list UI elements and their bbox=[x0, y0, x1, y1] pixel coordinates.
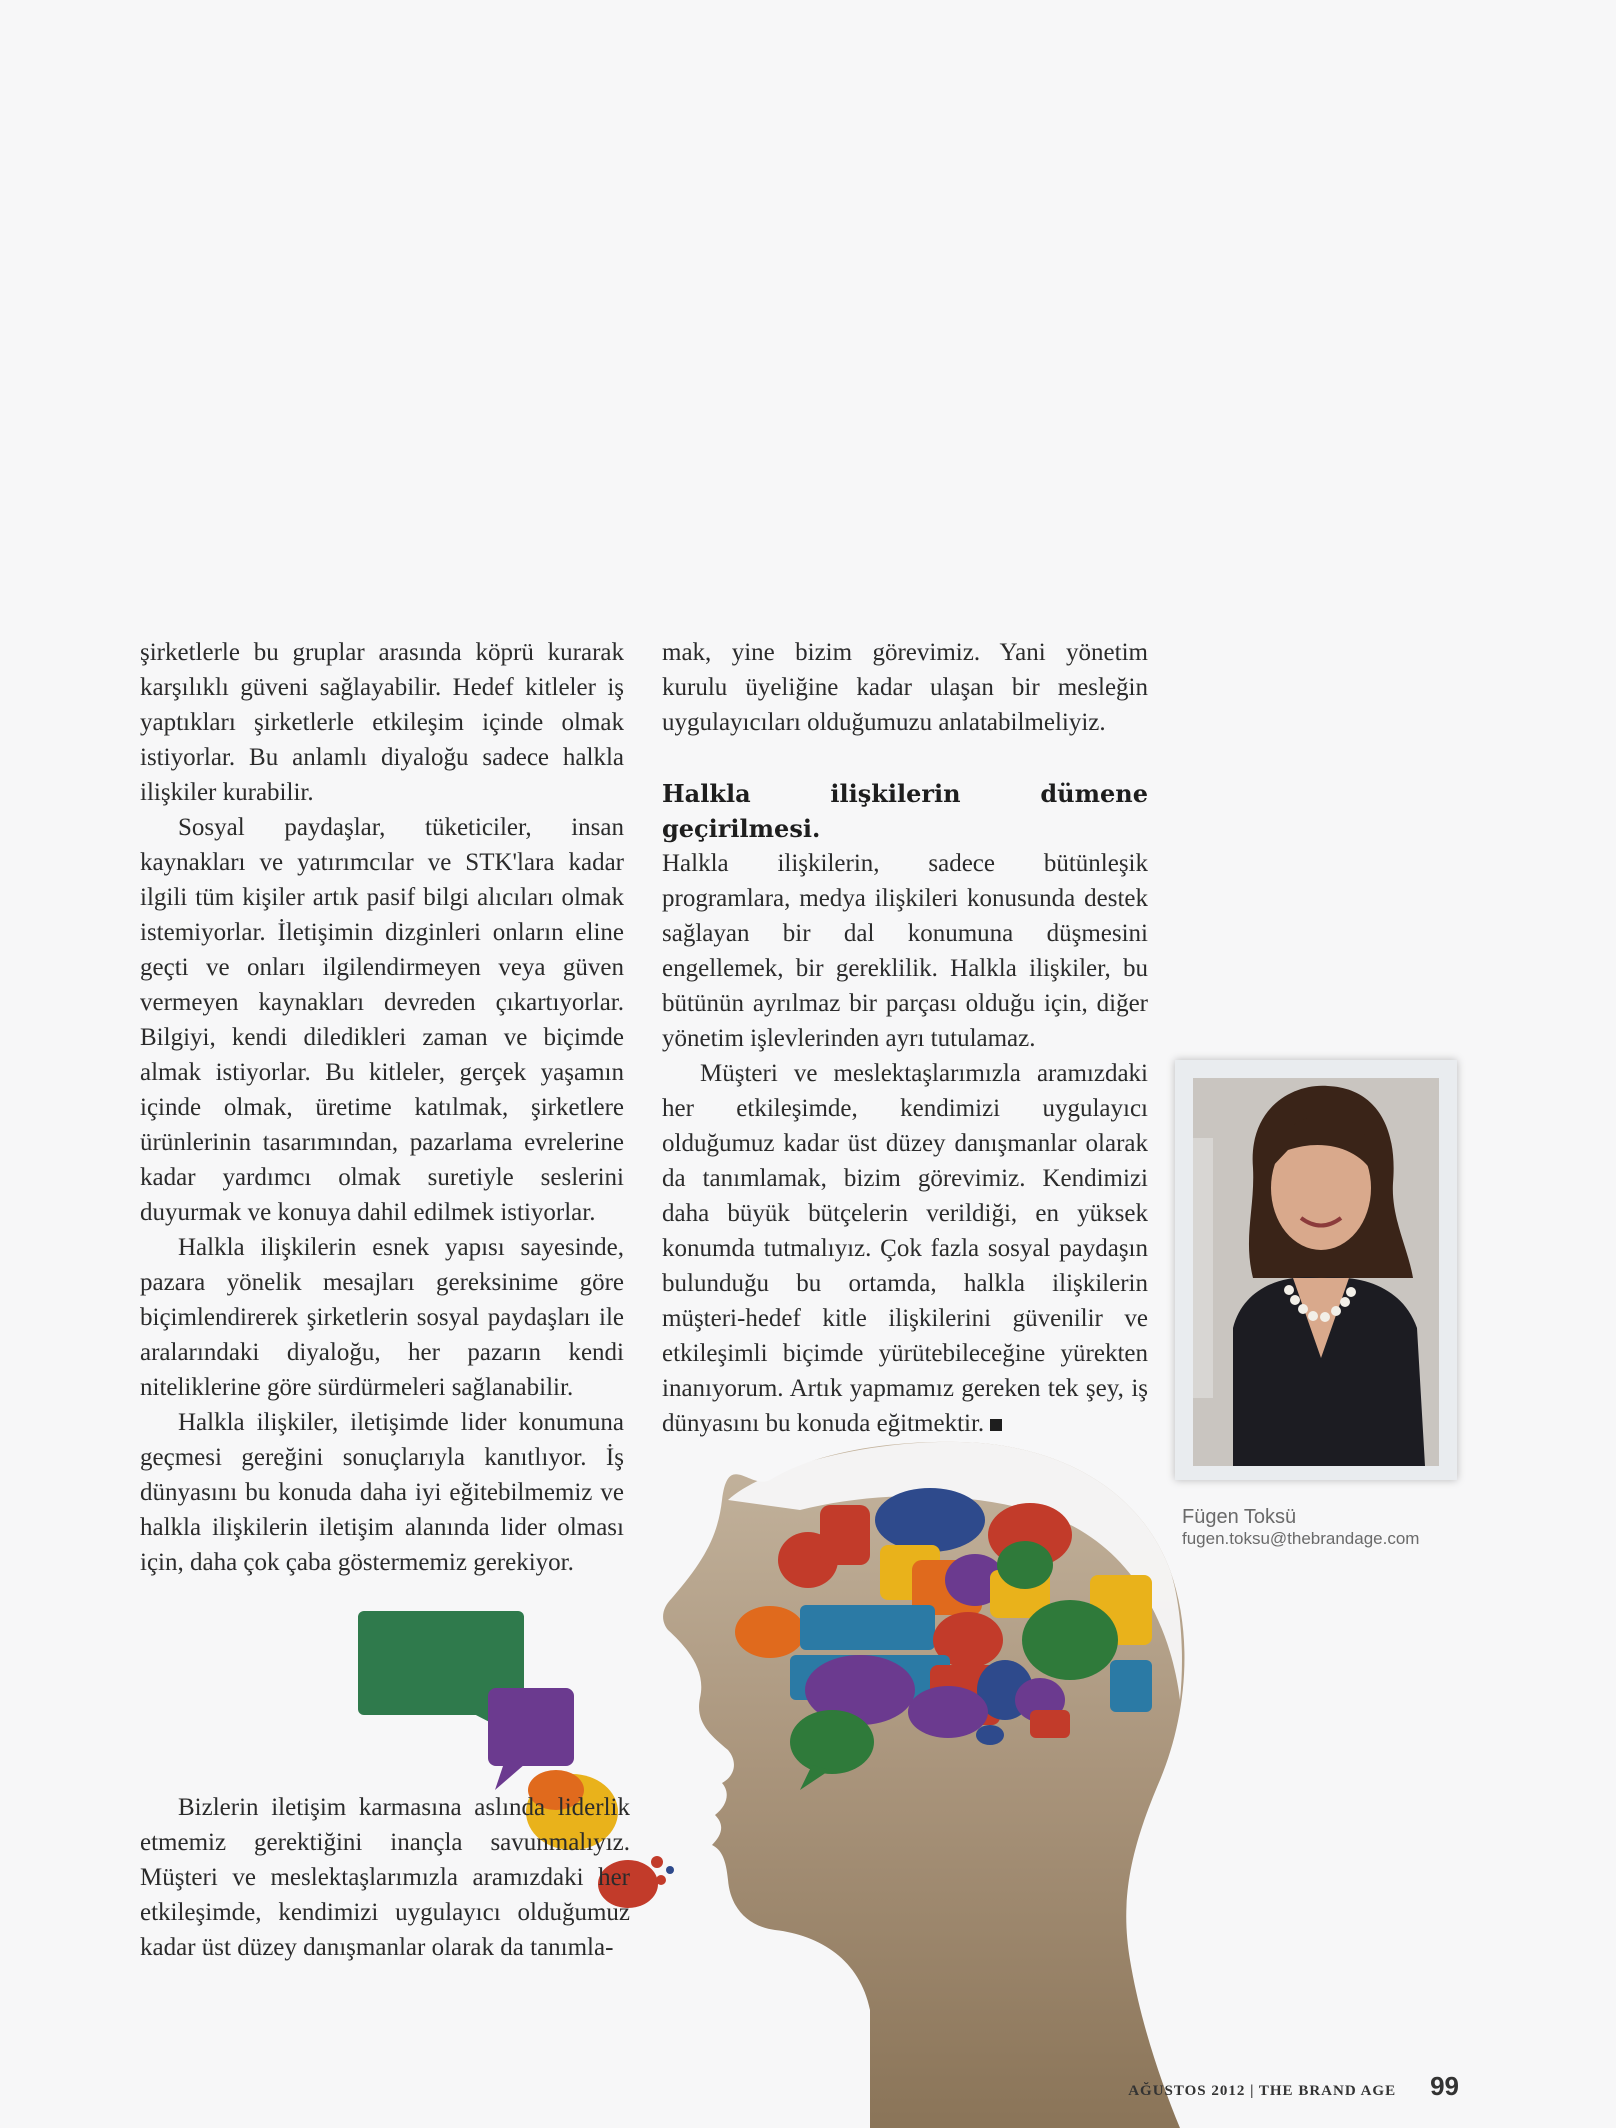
section-subheading: Halkla ilişkilerin dümene geçirilmesi. bbox=[662, 779, 1148, 843]
article-column-1 bbox=[140, 635, 624, 1580]
column2-paragraph-3-text: Müşteri ve meslektaşlarımızla aramızdaki her etkileşimde, kendimizi uygulayıcı olduğumuz kadar üst düzey danışmanlar olarak da tanımlamak, bizim görevimiz. Kendimizi daha büyük bütçelerin verildiği, en yüksek konumda tutmalıyız. Çok fazla sosyal paydaşın bulunduğu bu ortamda, halkla ilişkilerin müşteri-hedef kitle ilişkilerini güvenilir ve etkileşimli biçimde yürütebileceğine yürekten inanıyorum. Artık yapmamız gereken tek şey, iş dünyasını bu konuda eğitmektir. bbox=[662, 1060, 1148, 1437]
article-column-1-bottom bbox=[140, 1790, 630, 1965]
author-photo-frame bbox=[1175, 1060, 1457, 1480]
column1-paragraph-5: Bizlerin iletişim karmasına aslında liderlik etmemiz gerektiğini inançla savunmalıyız. Müşteri ve meslektaşlarımızla aramızdaki her etkileşimde, kendimizi uygulayıcı olduğumuz kadar üst düzey danışmanlar olarak da tanımla- bbox=[140, 1794, 630, 1961]
issue-label: AĞUSTOS 2012 | THE BRAND AGE bbox=[1128, 2083, 1397, 2099]
page-number: 99 bbox=[1430, 2071, 1459, 2101]
author-email: fugen.toksu@thebrandage.com bbox=[1182, 1529, 1420, 1548]
column1-paragraph-4: Halkla ilişkiler, iletişimde lider konumuna geçmesi gereğini sonuçlarıyla kanıtlıyor. İş dünyasını bu konuda daha iyi eğitebilmemiz ve halkla ilişkilerin iletişim alanında lider olması için, daha çok çaba göstermemiz gerekiyor. bbox=[140, 1409, 624, 1576]
column1-paragraph-3: Halkla ilişkilerin esnek yapısı sayesinde, pazara yönelik mesajları gereksinime göre biçimlendirerek şirketlerin sosyal paydaşları ile aralarındaki diyaloğu, her pazarın kendi niteliklerine göre sürdürmeleri sağlanabilir. bbox=[140, 1234, 624, 1401]
column1-paragraph-1: şirketlerle bu gruplar arasında köprü kurarak karşılıklı güveni sağlayabilir. Hedef kitleler iş yaptıkları şirketlerle etkileşim içinde olmak istiyorlar. Bu anlamlı diyaloğu sadece halkla ilişkiler kurabilir. bbox=[140, 639, 624, 806]
end-of-article-mark bbox=[990, 1419, 1002, 1431]
page-footer bbox=[1128, 2071, 1459, 2102]
author-photo bbox=[1193, 1078, 1439, 1466]
article-column-2 bbox=[662, 635, 1148, 1441]
author-name: Fügen Toksü bbox=[1182, 1506, 1297, 1528]
column2-paragraph-1: mak, yine bizim görevimiz. Yani yönetim kurulu üyeliğine kadar ulaşan bir mesleğin uygulayıcıları olduğumuzu anlatabilmeliyiz. bbox=[662, 639, 1148, 736]
column2-paragraph-3 bbox=[662, 1056, 1148, 1441]
column1-paragraph-2: Sosyal paydaşlar, tüketiciler, insan kaynakları ve yatırımcılar ve STK'lara kadar ilgili tüm kişiler artık pasif bilgi alıcıları olmak istemiyorlar. İletişimin dizginleri onların eline geçti ve onları ilgilendirmeyen veya güven vermeyen kaynakları devreden çıkartıyorlar. Bilgiyi, kendi diledikleri zaman ve biçimde almak istiyorlar. Bu kitleler, gerçek yaşamın içinde olmak, üretime katılmak, şirketlere ürünlerinin tasarımından, pazarlama evrelerine kadar yardımcı olmak suretiyle seslerini duyurmak ve konuya dahil edilmek istiyorlar. bbox=[140, 814, 624, 1226]
column2-paragraph-2: Halkla ilişkilerin, sadece bütünleşik programlara, medya ilişkileri konusunda destek sağlayan bir dal konumuna düşmesini engellemek, bir gereklilik. Halkla ilişkiler, bu bütünün ayrılmaz bir parçası olduğu için, diğer yönetim işlevlerinden ayrı tutulamaz. bbox=[662, 850, 1148, 1052]
author-caption bbox=[1182, 1506, 1419, 1550]
